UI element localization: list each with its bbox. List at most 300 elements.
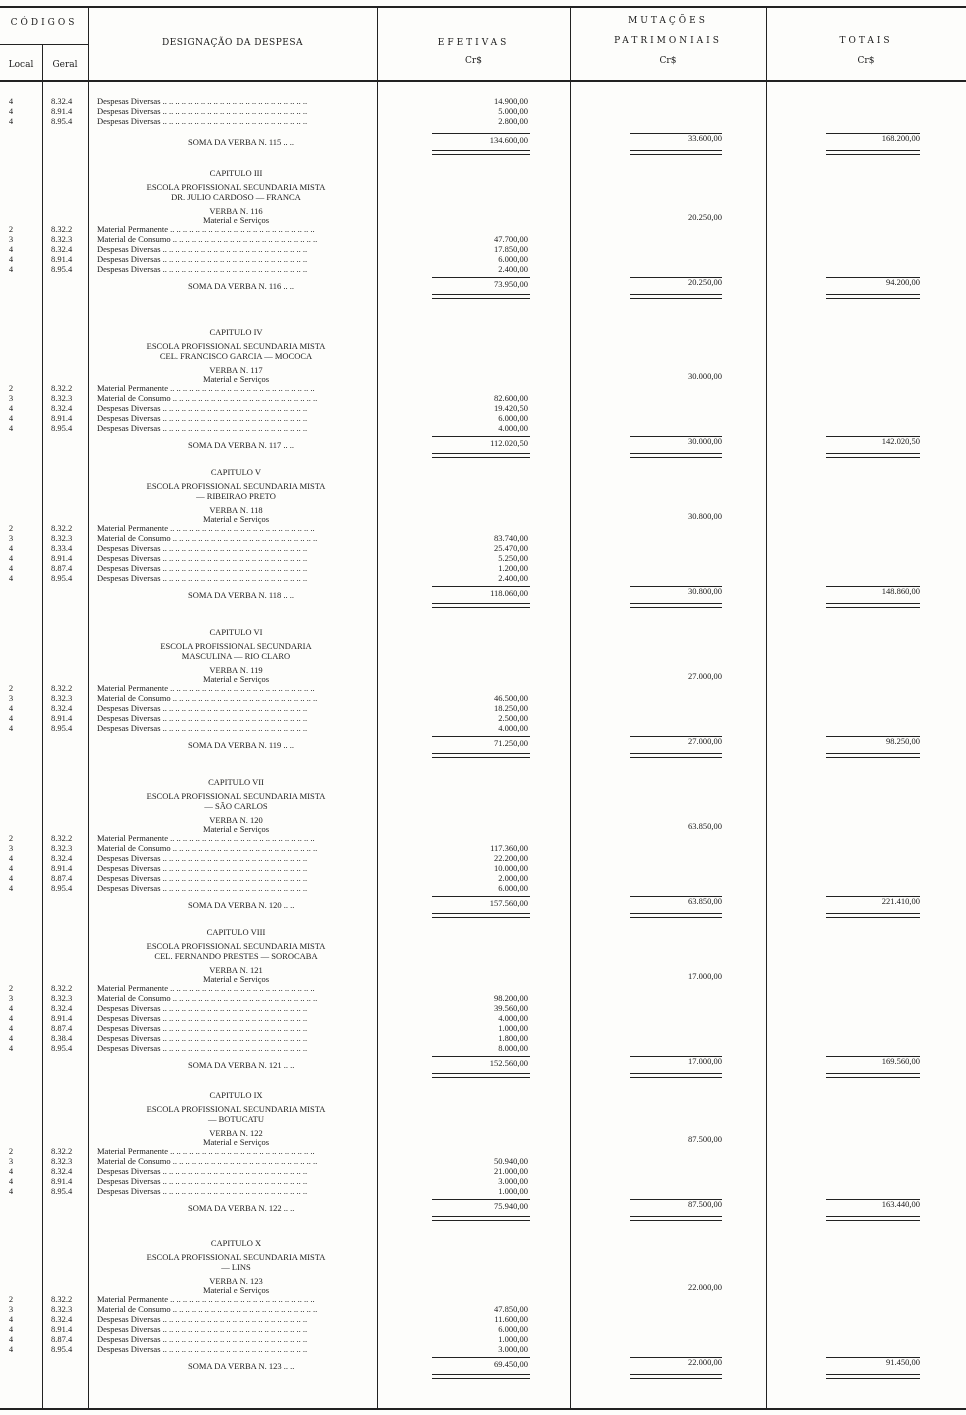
mutacoes-double-rule (630, 150, 722, 151)
mutacoes-double-rule (630, 294, 722, 295)
expense-description: Material Permanente .. .. .. .. .. .. .. .. .. .. .. .. .. .. .. .. .. .. .. .. .. .. .. (97, 224, 315, 234)
geral-code: 8.32.3 (51, 1156, 73, 1166)
soma-label: SOMA DA VERBA N. 123 .. .. (188, 1361, 295, 1371)
table-row (0, 1166, 966, 1176)
expense-description: Material Permanente .. .. .. .. .. .. .. .. .. .. .. .. .. .. .. .. .. .. .. .. .. .. .. (97, 683, 315, 693)
geral-code: 8.32.2 (51, 224, 73, 234)
mutacoes-double-rule (630, 1378, 722, 1379)
expense-description: Despesas Diversas .. .. .. .. .. .. .. .. .. .. .. .. .. .. .. .. .. .. .. .. .. .. .. (97, 883, 308, 893)
geral-code: 8.91.4 (51, 863, 73, 873)
header-designacao: DESIGNAÇÃO DA DESPESA (161, 38, 303, 48)
geral-code: 8.32.3 (51, 1304, 73, 1314)
efetivas-double-rule (432, 1077, 530, 1078)
efetivas-value: 4.000,00 (498, 723, 528, 733)
geral-code: 8.95.4 (51, 1043, 73, 1053)
soma-mutacoes: 22.000,00 (688, 1357, 722, 1367)
verba-title: VERBA N. 117 (209, 365, 263, 375)
local-code: 4 (8, 96, 14, 106)
mutacoes-double-rule (630, 1216, 722, 1217)
header-geral: Geral (52, 60, 78, 70)
soma-label: SOMA DA VERBA N. 120 .. .. (188, 900, 295, 910)
efetivas-value: 47.850,00 (494, 1304, 528, 1314)
expense-description: Material de Consumo .. .. .. .. .. .. .. .. .. .. .. .. .. .. .. .. .. .. .. .. .. .. .. (97, 393, 318, 403)
local-code: 4 (8, 1344, 14, 1354)
totais-double-rule (826, 753, 920, 754)
mutacao-top-value: 30.800,00 (688, 511, 722, 521)
header-efetivas-unit: Cr$ (465, 56, 482, 66)
geral-code: 8.95.4 (51, 573, 73, 583)
efetivas-value: 6.000,00 (498, 254, 528, 264)
mutacoes-double-rule (630, 917, 722, 918)
table-row (0, 683, 966, 693)
mutacao-top-value: 87.500,00 (688, 1134, 722, 1144)
verba-title: VERBA N. 116 (209, 206, 263, 216)
efetivas-value: 6.000,00 (498, 883, 528, 893)
efetivas-value: 19.420,50 (494, 403, 528, 413)
verba-subtitle: Material e Serviços (202, 1137, 270, 1147)
table-row (0, 693, 966, 703)
local-code: 4 (8, 863, 14, 873)
table-row (0, 703, 966, 713)
verba-title: VERBA N. 118 (209, 505, 263, 515)
geral-code: 8.87.4 (51, 1023, 73, 1033)
soma-totais: 221.410,00 (881, 896, 920, 906)
efetivas-value: 8.000,00 (498, 1043, 528, 1053)
efetivas-sum-rule (432, 586, 530, 587)
header-totais-unit: Cr$ (857, 56, 875, 66)
table-row (0, 1033, 966, 1043)
expense-description: Material de Consumo .. .. .. .. .. .. .. .. .. .. .. .. .. .. .. .. .. .. .. .. .. .. .. (97, 533, 318, 543)
efetivas-value: 2.400,00 (498, 264, 528, 274)
totais-double-rule (826, 154, 920, 155)
soma-totais: 169.560,00 (881, 1056, 920, 1066)
efetivas-value: 5.250,00 (498, 553, 528, 563)
table-row (0, 234, 966, 244)
table-row (0, 1023, 966, 1033)
mutacao-top-value: 17.000,00 (688, 971, 722, 981)
school-name: ESCOLA PROFISSIONAL SECUNDARIA MISTA (146, 481, 326, 491)
local-code: 3 (8, 533, 14, 543)
table-row (0, 553, 966, 563)
table-row (0, 423, 966, 433)
efetivas-value: 14.900,00 (494, 96, 528, 106)
efetivas-value: 46.500,00 (494, 693, 528, 703)
geral-code: 8.95.4 (51, 883, 73, 893)
efetivas-double-rule (432, 603, 530, 604)
soma-totais: 168.200,00 (881, 133, 920, 143)
school-name: ESCOLA PROFISSIONAL SECUNDARIA MISTA (146, 1252, 326, 1262)
local-code: 3 (8, 234, 14, 244)
soma-efetivas: 73.950,00 (494, 279, 528, 289)
mutacoes-double-rule (630, 457, 722, 458)
efetivas-value: 98.200,00 (494, 993, 528, 1003)
mutacoes-double-rule (630, 757, 722, 758)
codigos-divider (0, 44, 88, 45)
geral-code: 8.32.4 (51, 96, 73, 106)
verba-title: VERBA N. 119 (209, 665, 263, 675)
geral-code: 8.32.2 (51, 833, 73, 843)
geral-code: 8.32.2 (51, 983, 73, 993)
table-row (0, 383, 966, 393)
totais-double-rule (826, 294, 920, 295)
header-mutacoes-unit: Cr$ (659, 56, 677, 66)
verba-subtitle: Material e Serviços (202, 674, 270, 684)
mutacoes-double-rule (630, 154, 722, 155)
verba-subtitle: Material e Serviços (202, 215, 270, 225)
totais-double-rule (826, 298, 920, 299)
expense-description: Despesas Diversas .. .. .. .. .. .. .. .. .. .. .. .. .. .. .. .. .. .. .. .. .. .. .. (97, 1003, 308, 1013)
table-row (0, 723, 966, 733)
geral-code: 8.91.4 (51, 413, 73, 423)
efetivas-value: 4.000,00 (498, 423, 528, 433)
school-name: MASCULINA — RIO CLARO (181, 651, 291, 661)
geral-code: 8.32.2 (51, 683, 73, 693)
efetivas-value: 25.470,00 (494, 543, 528, 553)
expense-description: Despesas Diversas .. .. .. .. .. .. .. .. .. .. .. .. .. .. .. .. .. .. .. .. .. .. .. (97, 863, 308, 873)
efetivas-value: 21.000,00 (494, 1166, 528, 1176)
local-code: 4 (8, 553, 14, 563)
geral-code: 8.32.3 (51, 993, 73, 1003)
table-row (0, 1013, 966, 1023)
mutacoes-double-rule (630, 1073, 722, 1074)
local-code: 4 (8, 1166, 14, 1176)
efetivas-sum-rule (432, 1357, 530, 1358)
expense-description: Material Permanente .. .. .. .. .. .. .. .. .. .. .. .. .. .. .. .. .. .. .. .. .. .. .. (97, 1294, 315, 1304)
efetivas-double-rule (432, 1378, 530, 1379)
table-row (0, 96, 966, 106)
efetivas-value: 1.000,00 (498, 1334, 528, 1344)
efetivas-value: 6.000,00 (498, 1324, 528, 1334)
totais-double-rule (826, 1216, 920, 1217)
header-totais: TOTAIS (839, 36, 893, 46)
expense-description: Despesas Diversas .. .. .. .. .. .. .. .. .. .. .. .. .. .. .. .. .. .. .. .. .. .. .. (97, 1043, 308, 1053)
school-name: — SÃO CARLOS (204, 801, 268, 811)
efetivas-double-rule (432, 457, 530, 458)
table-row (0, 1176, 966, 1186)
mutacoes-double-rule (630, 1220, 722, 1221)
school-name: DR. JULIO CARDOSO — FRANCA (171, 192, 301, 202)
efetivas-double-rule (432, 1073, 530, 1074)
soma-totais: 98.250,00 (886, 736, 920, 746)
table-row (0, 523, 966, 533)
geral-code: 8.32.3 (51, 533, 73, 543)
geral-code: 8.87.4 (51, 873, 73, 883)
expense-description: Material de Consumo .. .. .. .. .. .. .. .. .. .. .. .. .. .. .. .. .. .. .. .. .. .. .. (97, 1304, 318, 1314)
expense-description: Despesas Diversas .. .. .. .. .. .. .. .. .. .. .. .. .. .. .. .. .. .. .. .. .. .. .. (97, 254, 308, 264)
school-name: ESCOLA PROFISSIONAL SECUNDARIA MISTA (146, 182, 326, 192)
local-code: 4 (8, 423, 14, 433)
expense-description: Despesas Diversas .. .. .. .. .. .. .. .. .. .. .. .. .. .. .. .. .. .. .. .. .. .. .. (97, 563, 308, 573)
geral-code: 8.91.4 (51, 106, 73, 116)
totais-double-rule (826, 917, 920, 918)
mutacao-top-value: 63.850,00 (688, 821, 722, 831)
geral-code: 8.91.4 (51, 1324, 73, 1334)
local-code: 4 (8, 254, 14, 264)
efetivas-double-rule (432, 1216, 530, 1217)
expense-description: Material de Consumo .. .. .. .. .. .. .. .. .. .. .. .. .. .. .. .. .. .. .. .. .. .. .. (97, 1156, 318, 1166)
soma-efetivas: 112.020,50 (490, 438, 528, 448)
local-code: 2 (8, 383, 14, 393)
geral-code: 8.32.2 (51, 1146, 73, 1156)
expense-description: Despesas Diversas .. .. .. .. .. .. .. .. .. .. .. .. .. .. .. .. .. .. .. .. .. .. .. (97, 1334, 308, 1344)
table-row (0, 413, 966, 423)
efetivas-double-rule (432, 298, 530, 299)
table-row (0, 264, 966, 274)
expense-description: Despesas Diversas .. .. .. .. .. .. .. .. .. .. .. .. .. .. .. .. .. .. .. .. .. .. .. (97, 1344, 308, 1354)
soma-efetivas: 152.560,00 (489, 1058, 528, 1068)
soma-label: SOMA DA VERBA N. 118 .. .. (188, 590, 295, 600)
chapter-title: CAPITULO VII (208, 777, 264, 787)
geral-code: 8.87.4 (51, 563, 73, 573)
geral-code: 8.95.4 (51, 116, 73, 126)
expense-description: Despesas Diversas .. .. .. .. .. .. .. .. .. .. .. .. .. .. .. .. .. .. .. .. .. .. .. (97, 853, 308, 863)
totais-double-rule (826, 1077, 920, 1078)
table-row (0, 543, 966, 553)
table-row (0, 393, 966, 403)
expense-description: Despesas Diversas .. .. .. .. .. .. .. .. .. .. .. .. .. .. .. .. .. .. .. .. .. .. .. (97, 1166, 308, 1176)
expense-description: Despesas Diversas .. .. .. .. .. .. .. .. .. .. .. .. .. .. .. .. .. .. .. .. .. .. .. (97, 1013, 308, 1023)
local-code: 4 (8, 853, 14, 863)
table-row (0, 1324, 966, 1334)
expense-description: Material Permanente .. .. .. .. .. .. .. .. .. .. .. .. .. .. .. .. .. .. .. .. .. .. .. (97, 1146, 315, 1156)
table-row (0, 254, 966, 264)
local-code: 4 (8, 1023, 14, 1033)
local-code: 4 (8, 713, 14, 723)
school-name: — RIBEIRAO PRETO (196, 491, 276, 501)
school-name: ESCOLA PROFISSIONAL SECUNDARIA MISTA (146, 341, 326, 351)
verba-title: VERBA N. 121 (209, 965, 263, 975)
school-name: ESCOLA PROFISSIONAL SECUNDARIA MISTA (146, 1104, 326, 1114)
local-code: 4 (8, 1013, 14, 1023)
efetivas-value: 4.000,00 (498, 1013, 528, 1023)
table-row (0, 843, 966, 853)
mutacoes-double-rule (630, 603, 722, 604)
geral-code: 8.32.3 (51, 234, 73, 244)
efetivas-value: 2.000,00 (498, 873, 528, 883)
soma-totais: 94.200,00 (886, 277, 920, 287)
local-code: 3 (8, 843, 14, 853)
soma-label: SOMA DA VERBA N. 116 .. .. (188, 281, 295, 291)
efetivas-sum-rule (432, 1056, 530, 1057)
table-row (0, 1344, 966, 1354)
mutacoes-double-rule (630, 298, 722, 299)
chapter-title: CAPITULO V (210, 467, 262, 477)
local-code: 2 (8, 833, 14, 843)
efetivas-value: 6.000,00 (498, 413, 528, 423)
expense-description: Material de Consumo .. .. .. .. .. .. .. .. .. .. .. .. .. .. .. .. .. .. .. .. .. .. .. (97, 693, 318, 703)
local-code: 4 (8, 1033, 14, 1043)
efetivas-sum-rule (432, 1199, 530, 1200)
efetivas-double-rule (432, 917, 530, 918)
local-code: 4 (8, 573, 14, 583)
expense-description: Despesas Diversas .. .. .. .. .. .. .. .. .. .. .. .. .. .. .. .. .. .. .. .. .. .. .. (97, 1314, 308, 1324)
geral-code: 8.87.4 (51, 1334, 73, 1344)
table-row (0, 116, 966, 126)
efetivas-value: 2.500,00 (498, 713, 528, 723)
soma-mutacoes: 20.250,00 (688, 277, 722, 287)
expense-description: Material Permanente .. .. .. .. .. .. .. .. .. .. .. .. .. .. .. .. .. .. .. .. .. .. .. (97, 983, 315, 993)
chapter-title: CAPITULO III (209, 168, 263, 178)
expense-description: Despesas Diversas .. .. .. .. .. .. .. .. .. .. .. .. .. .. .. .. .. .. .. .. .. .. .. (97, 723, 308, 733)
efetivas-value: 22.200,00 (494, 853, 528, 863)
local-code: 4 (8, 1334, 14, 1344)
soma-efetivas: 69.450,00 (494, 1359, 528, 1369)
efetivas-value: 117.360,00 (490, 843, 528, 853)
efetivas-value: 2.800,00 (498, 116, 528, 126)
verba-title: VERBA N. 123 (209, 1276, 263, 1286)
geral-code: 8.91.4 (51, 254, 73, 264)
efetivas-value: 1.000,00 (498, 1023, 528, 1033)
school-name: ESCOLA PROFISSIONAL SECUNDARIA MISTA (146, 791, 326, 801)
verba-title: VERBA N. 120 (209, 815, 263, 825)
soma-efetivas: 157.560,00 (489, 898, 528, 908)
school-name: — LINS (221, 1262, 251, 1272)
table-row (0, 873, 966, 883)
local-code: 4 (8, 244, 14, 254)
local-code: 2 (8, 1294, 14, 1304)
soma-label: SOMA DA VERBA N. 121 .. .. (188, 1060, 295, 1070)
school-name: CEL. FERNANDO PRESTES — SOROCABA (154, 951, 318, 961)
totais-double-rule (826, 1220, 920, 1221)
local-code: 4 (8, 1043, 14, 1053)
local-code: 4 (8, 1176, 14, 1186)
soma-efetivas: 71.250,00 (494, 738, 528, 748)
totais-double-rule (826, 607, 920, 608)
local-code: 4 (8, 883, 14, 893)
efetivas-value: 1.200,00 (498, 563, 528, 573)
local-code: 3 (8, 1304, 14, 1314)
geral-code: 8.32.4 (51, 244, 73, 254)
expense-description: Material de Consumo .. .. .. .. .. .. .. .. .. .. .. .. .. .. .. .. .. .. .. .. .. .. .. (97, 234, 318, 244)
efetivas-double-rule (432, 453, 530, 454)
efetivas-value: 1.000,00 (498, 1186, 528, 1196)
geral-code: 8.32.4 (51, 1166, 73, 1176)
geral-code: 8.95.4 (51, 423, 73, 433)
efetivas-double-rule (432, 294, 530, 295)
expense-description: Despesas Diversas .. .. .. .. .. .. .. .. .. .. .. .. .. .. .. .. .. .. .. .. .. .. .. (97, 1186, 308, 1196)
expense-description: Despesas Diversas .. .. .. .. .. .. .. .. .. .. .. .. .. .. .. .. .. .. .. .. .. .. .. (97, 1023, 308, 1033)
local-code: 3 (8, 993, 14, 1003)
header-efetivas: EFETIVAS (437, 38, 510, 48)
local-code: 3 (8, 693, 14, 703)
totais-double-rule (826, 1073, 920, 1074)
table-row (0, 1334, 966, 1344)
geral-code: 8.95.4 (51, 1344, 73, 1354)
table-row (0, 1003, 966, 1013)
mutacoes-double-rule (630, 753, 722, 754)
bottom-border (0, 1408, 966, 1410)
expense-description: Material de Consumo .. .. .. .. .. .. .. .. .. .. .. .. .. .. .. .. .. .. .. .. .. .. .. (97, 843, 318, 853)
expense-description: Despesas Diversas .. .. .. .. .. .. .. .. .. .. .. .. .. .. .. .. .. .. .. .. .. .. .. (97, 553, 308, 563)
header-codigos: CÓDIGOS (10, 18, 78, 28)
efetivas-value: 18.250,00 (494, 703, 528, 713)
efetivas-double-rule (432, 150, 530, 151)
efetivas-value: 82.600,00 (494, 393, 528, 403)
table-row (0, 993, 966, 1003)
expense-description: Despesas Diversas .. .. .. .. .. .. .. .. .. .. .. .. .. .. .. .. .. .. .. .. .. .. .. (97, 1324, 308, 1334)
table-row (0, 1304, 966, 1314)
mutacao-top-value: 22.000,00 (688, 1282, 722, 1292)
school-name: ESCOLA PROFISSIONAL SECUNDARIA MISTA (146, 941, 326, 951)
totais-double-rule (826, 1374, 920, 1375)
verba-subtitle: Material e Serviços (202, 824, 270, 834)
local-code: 4 (8, 703, 14, 713)
totais-double-rule (826, 603, 920, 604)
totais-double-rule (826, 1378, 920, 1379)
school-name: CEL. FRANCISCO GARCIA — MOCOCA (159, 351, 313, 361)
table-row (0, 563, 966, 573)
soma-efetivas: 75.940,00 (494, 1201, 528, 1211)
local-code: 4 (8, 873, 14, 883)
table-row (0, 403, 966, 413)
geral-code: 8.32.2 (51, 523, 73, 533)
expense-description: Despesas Diversas .. .. .. .. .. .. .. .. .. .. .. .. .. .. .. .. .. .. .. .. .. .. .. (97, 403, 308, 413)
expense-description: Despesas Diversas .. .. .. .. .. .. .. .. .. .. .. .. .. .. .. .. .. .. .. .. .. .. .. (97, 96, 308, 106)
local-code: 2 (8, 683, 14, 693)
soma-mutacoes: 87.500,00 (688, 1199, 722, 1209)
soma-totais: 91.450,00 (886, 1357, 920, 1367)
header-mutacoes-2: PATRIMONIAIS (614, 36, 722, 46)
soma-label: SOMA DA VERBA N. 119 .. .. (188, 740, 295, 750)
mutacoes-double-rule (630, 607, 722, 608)
expense-description: Despesas Diversas .. .. .. .. .. .. .. .. .. .. .. .. .. .. .. .. .. .. .. .. .. .. .. (97, 413, 308, 423)
totais-double-rule (826, 457, 920, 458)
table-row (0, 106, 966, 116)
soma-efetivas: 118.060,00 (490, 588, 528, 598)
soma-efetivas: 134.600,00 (489, 135, 528, 145)
verba-subtitle: Material e Serviços (202, 974, 270, 984)
efetivas-double-rule (432, 1374, 530, 1375)
expense-description: Despesas Diversas .. .. .. .. .. .. .. .. .. .. .. .. .. .. .. .. .. .. .. .. .. .. .. (97, 1176, 308, 1186)
table-row (0, 1146, 966, 1156)
table-row (0, 573, 966, 583)
expense-description: Despesas Diversas .. .. .. .. .. .. .. .. .. .. .. .. .. .. .. .. .. .. .. .. .. .. .. (97, 106, 308, 116)
soma-totais: 148.860,00 (881, 586, 920, 596)
chapter-title: CAPITULO X (210, 1238, 262, 1248)
geral-code: 8.32.3 (51, 843, 73, 853)
soma-mutacoes: 30.000,00 (688, 436, 722, 446)
efetivas-value: 10.000,00 (494, 863, 528, 873)
totais-double-rule (826, 453, 920, 454)
geral-code: 8.91.4 (51, 553, 73, 563)
local-code: 4 (8, 106, 14, 116)
mutacoes-double-rule (630, 1077, 722, 1078)
mutacoes-double-rule (630, 1374, 722, 1375)
mutacoes-double-rule (630, 913, 722, 914)
header-bottom-border (0, 80, 966, 82)
local-code: 4 (8, 413, 14, 423)
local-code: 4 (8, 116, 14, 126)
table-row (0, 533, 966, 543)
expense-description: Despesas Diversas .. .. .. .. .. .. .. .. .. .. .. .. .. .. .. .. .. .. .. .. .. .. .. (97, 703, 308, 713)
efetivas-sum-rule (432, 736, 530, 737)
efetivas-double-rule (432, 757, 530, 758)
chapter-title: CAPITULO VIII (206, 927, 266, 937)
efetivas-double-rule (432, 753, 530, 754)
chapter-title: CAPITULO IX (209, 1090, 263, 1100)
table-row (0, 224, 966, 234)
efetivas-double-rule (432, 607, 530, 608)
local-code: 4 (8, 1186, 14, 1196)
geral-code: 8.32.2 (51, 383, 73, 393)
efetivas-value: 2.400,00 (498, 573, 528, 583)
table-row (0, 883, 966, 893)
local-code: 4 (8, 723, 14, 733)
geral-code: 8.95.4 (51, 1186, 73, 1196)
table-row (0, 1156, 966, 1166)
table-row (0, 1043, 966, 1053)
expense-description: Despesas Diversas .. .. .. .. .. .. .. .. .. .. .. .. .. .. .. .. .. .. .. .. .. .. .. (97, 116, 308, 126)
